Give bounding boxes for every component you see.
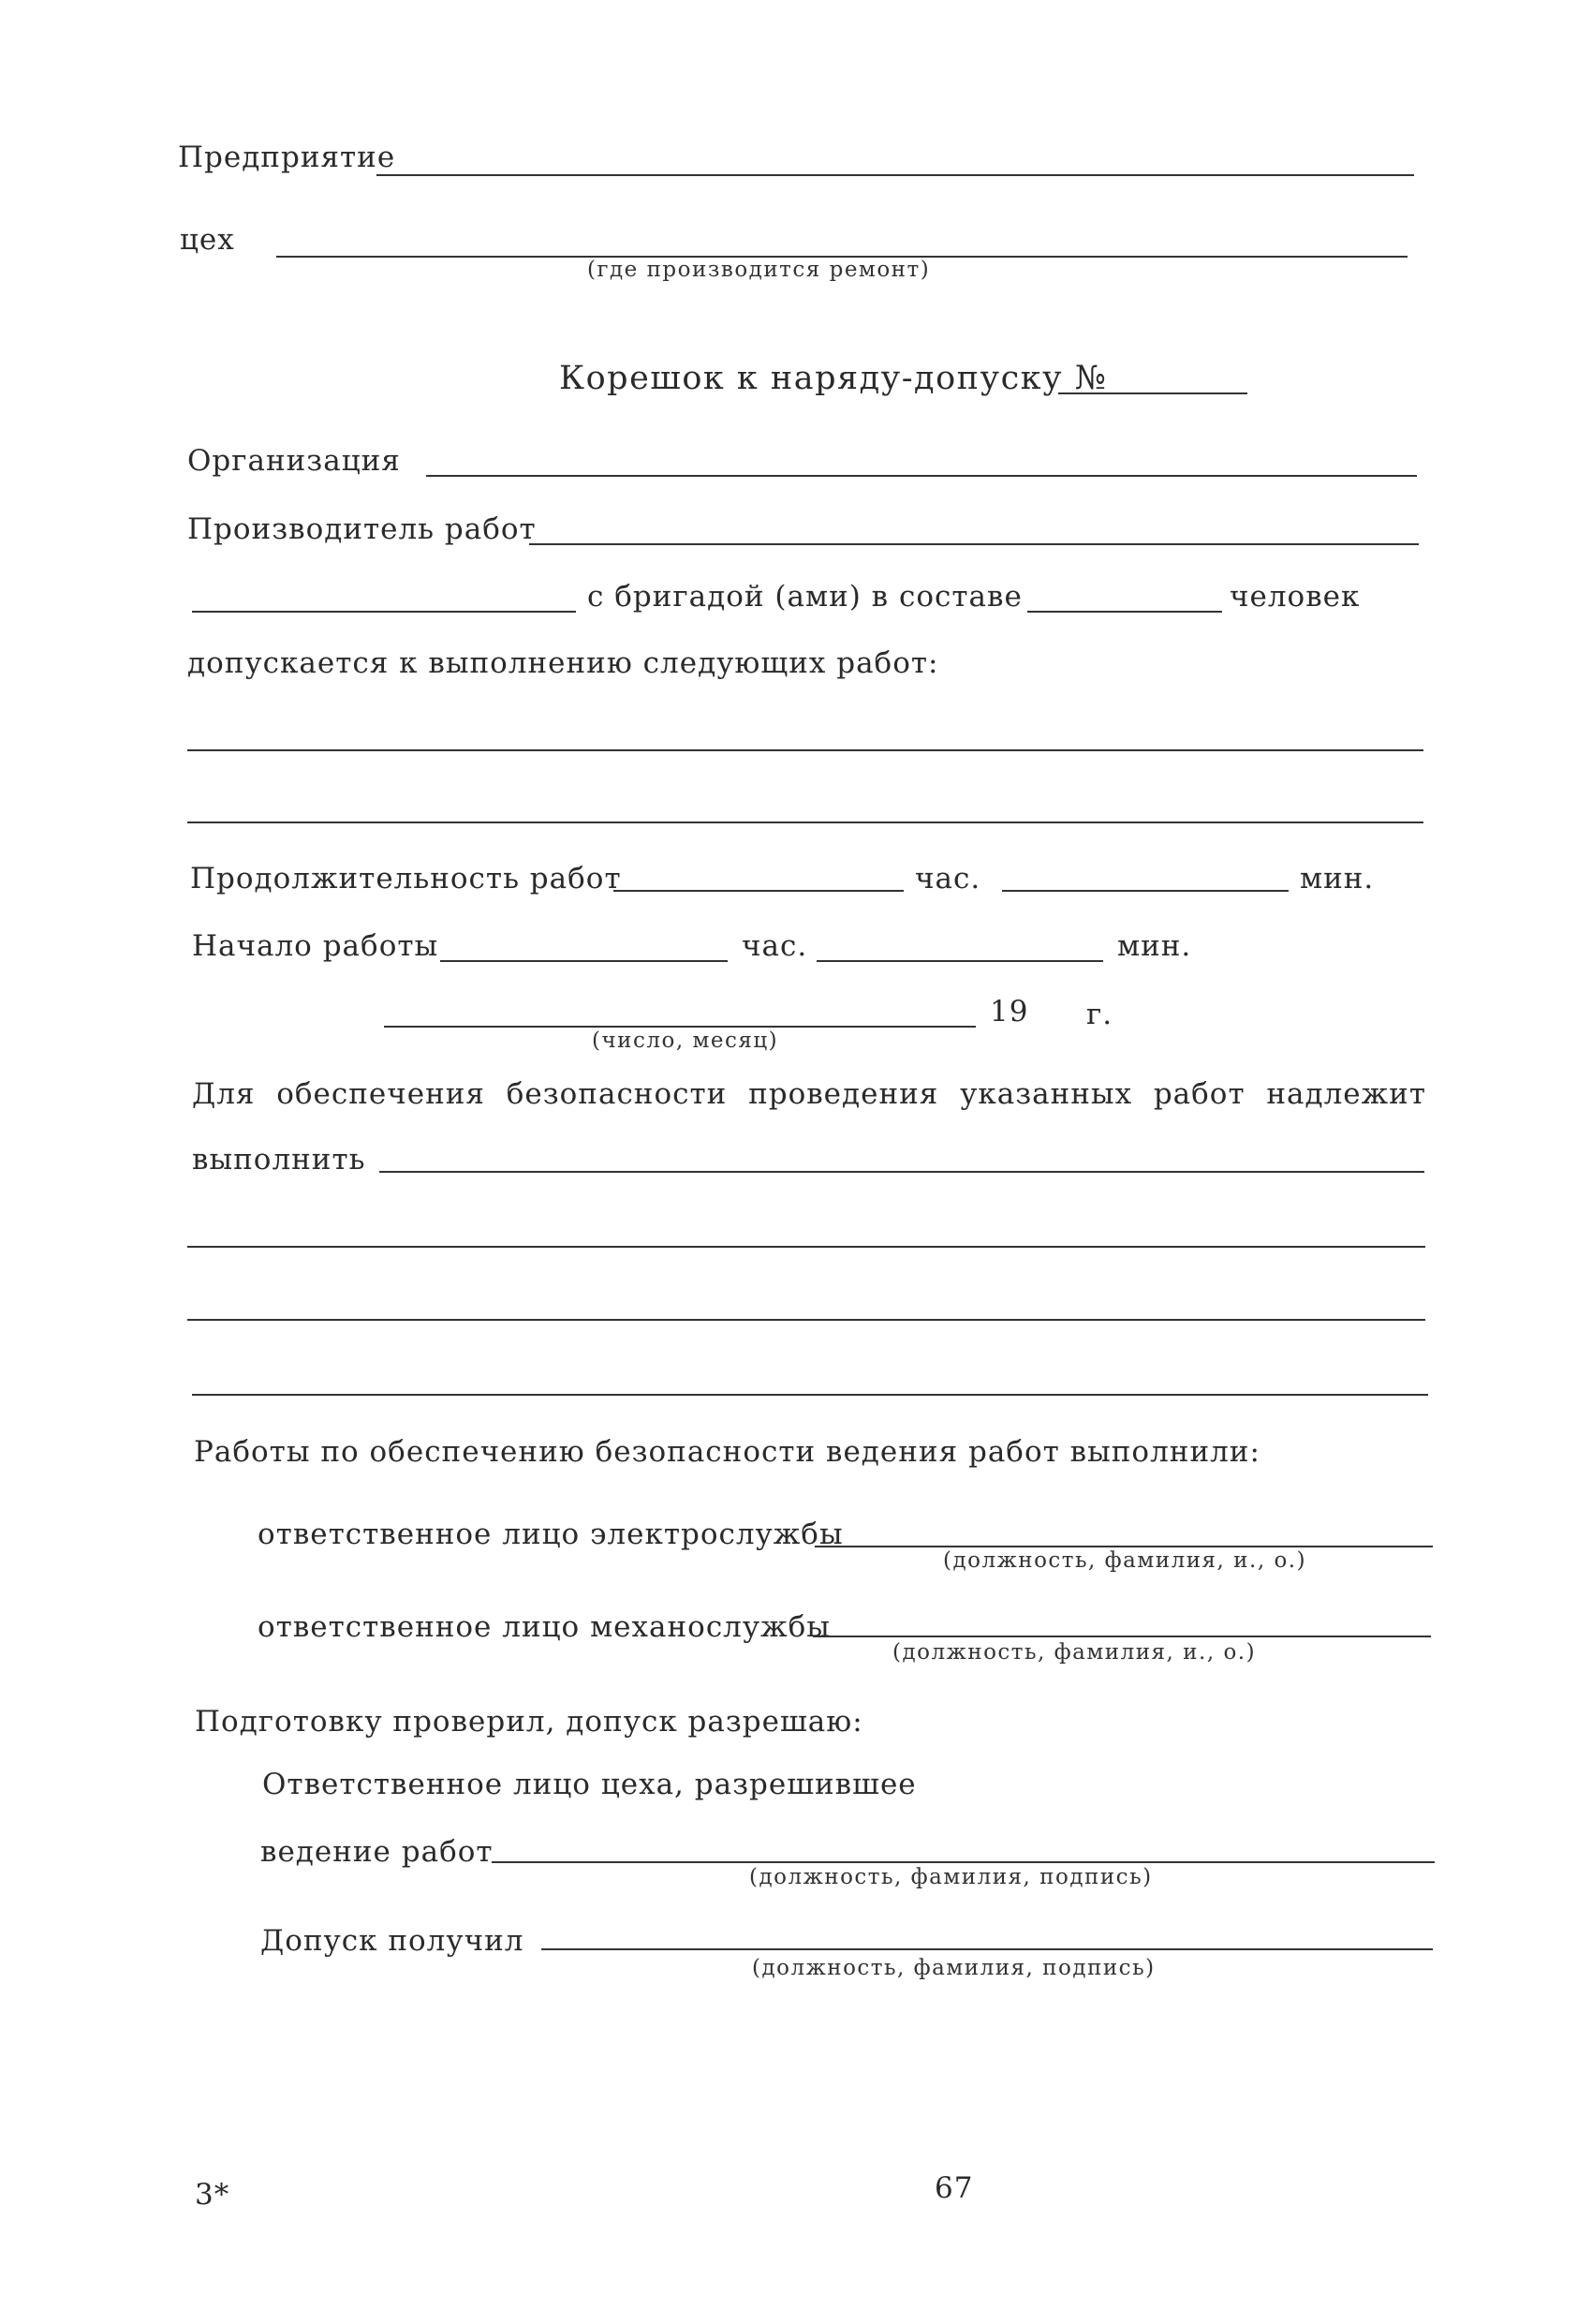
date-caption: (число, месяц) [592, 1029, 779, 1053]
duration-label: Продолжительность работ [190, 862, 622, 896]
resp-person-line2: ведение работ [260, 1835, 494, 1869]
admitted-text: допускается к выполнению следующих работ: [187, 646, 939, 680]
page-title: Корешок к наряду-допуску № [559, 360, 1108, 397]
duration-minutes-field[interactable] [1002, 890, 1289, 892]
electro-caption: (должность, фамилия, и., о.) [943, 1548, 1307, 1573]
brigade-field[interactable] [192, 611, 576, 613]
enterprise-label: Предприятие [178, 141, 396, 174]
measures-field-line-4[interactable] [192, 1394, 1428, 1396]
mech-label: ответственное лицо механослужбы [258, 1610, 831, 1644]
mech-field[interactable] [813, 1636, 1431, 1637]
duration-hours-label: час. [915, 862, 981, 896]
admission-label: Допуск получил [260, 1924, 524, 1958]
organization-field[interactable] [426, 475, 1417, 477]
admission-field[interactable] [541, 1948, 1433, 1950]
page-number: 67 [935, 2171, 974, 2205]
duration-hours-field[interactable] [613, 890, 904, 892]
measures-field-line-1[interactable] [379, 1171, 1424, 1173]
admission-caption: (должность, фамилия, подпись) [752, 1956, 1156, 1980]
persons-label: человек [1230, 580, 1361, 614]
safety-word: обеспечения [276, 1077, 485, 1111]
safety-done-text: Работы по обеспечению безопасности ведения работ выполнили: [194, 1435, 1260, 1469]
checked-text: Подготовку проверил, допуск разрешаю: [195, 1705, 863, 1739]
safety-word: проведения [748, 1077, 939, 1111]
safety-text [192, 1075, 1426, 1113]
safety-word: указанных [960, 1077, 1133, 1111]
safety-word: работ [1153, 1077, 1246, 1111]
workshop-caption: (где производится ремонт) [587, 258, 931, 282]
start-hours-field[interactable] [440, 960, 728, 962]
work-producer-field[interactable] [529, 543, 1419, 545]
resp-person-line1: Ответственное лицо цеха, разрешившее [262, 1768, 917, 1801]
works-field-line-2[interactable] [187, 822, 1423, 823]
safety-word: безопасности [506, 1077, 728, 1111]
organization-label: Организация [187, 444, 401, 478]
sheet-mark: 3* [195, 2178, 230, 2212]
electro-label: ответственное лицо электрослужбы [258, 1517, 844, 1551]
mech-caption: (должность, фамилия, и., о.) [892, 1640, 1257, 1665]
workshop-label: цех [180, 223, 235, 257]
start-minutes-label: мин. [1117, 929, 1192, 963]
measures-field-line-2[interactable] [187, 1246, 1425, 1248]
permit-number-field[interactable] [1058, 392, 1247, 394]
safety-word: Для [192, 1077, 256, 1111]
brigade-size-field[interactable] [1027, 611, 1222, 613]
resp-person-field[interactable] [492, 1861, 1435, 1863]
works-field-line-1[interactable] [187, 749, 1423, 751]
brigade-text: с бригадой (ами) в составе [587, 580, 1023, 614]
start-minutes-field[interactable] [817, 960, 1103, 962]
work-producer-label: Производитель работ [187, 512, 537, 546]
duration-minutes-label: мин. [1300, 862, 1375, 896]
execute-label: выполнить [192, 1143, 366, 1177]
enterprise-field[interactable] [376, 174, 1414, 176]
resp-caption: (должность, фамилия, подпись) [749, 1865, 1153, 1889]
year-suffix: г. [1086, 998, 1113, 1031]
start-hours-label: час. [742, 929, 808, 963]
safety-word: надлежит [1266, 1077, 1426, 1111]
year-prefix: 19 [990, 995, 1029, 1029]
start-label: Начало работы [192, 929, 439, 963]
measures-field-line-3[interactable] [187, 1319, 1425, 1321]
